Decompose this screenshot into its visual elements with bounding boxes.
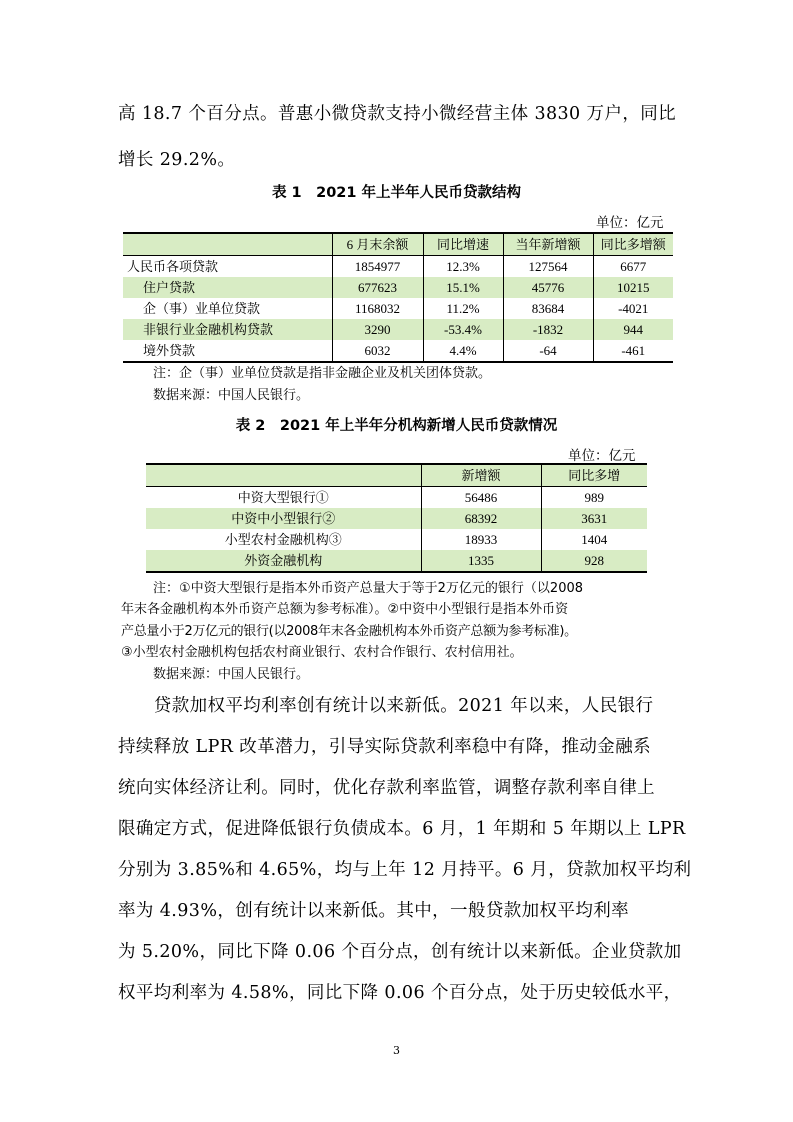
table2-note: 年末各金融机构本外币资产总额为参考标准）。②中资中小型银行是指本外币资 [121, 602, 569, 617]
table-cell: 68392 [421, 508, 541, 529]
table-cell: 944 [593, 319, 673, 340]
table-cell: 127564 [503, 256, 593, 278]
table2 [146, 463, 647, 573]
text-line: 贷款加权平均利率创有统计以来新低。2021 年以来，人民银行 [118, 696, 654, 716]
table-cell: 1335 [421, 550, 541, 572]
text-line: 统向实体经济让利。同时，优化存款利率监管，调整存款利率自律上 [118, 778, 655, 798]
table2-note: 产总量小于2万亿元的银行(以2008年末各金融机构本外币资产总额为参考标准)。 [121, 624, 577, 639]
table2-caption: 表 2 2021 年上半年分机构新增人民币贷款情况 [235, 418, 558, 434]
table-cell: 人民币各项贷款 [127, 259, 219, 274]
table-header-cell: 当年新增额 [503, 233, 593, 256]
table-cell: 4.4% [423, 340, 503, 362]
table1-header-row [123, 233, 673, 256]
table-cell: -1832 [503, 319, 593, 340]
table-cell: 6032 [332, 340, 423, 362]
table-row [146, 508, 647, 529]
table1-caption: 表 1 2021 年上半年人民币贷款结构 [271, 185, 522, 201]
table-header-cell [123, 233, 332, 256]
table-header-cell: 6 月末余额 [332, 233, 423, 256]
table-cell: 12.3% [423, 256, 503, 278]
table1-unit: 单位：亿元 [596, 215, 664, 231]
table1-source: 数据来源：中国人民银行。 [153, 388, 310, 403]
table-cell: 住户贷款 [123, 277, 332, 298]
table1 [123, 232, 673, 363]
table-row [123, 256, 673, 278]
table2-unit: 单位：亿元 [568, 448, 636, 464]
table1-note: 注：企（事）业单位贷款是指非金融企业及机关团体贷款。 [153, 366, 492, 381]
table-cell: 18933 [421, 529, 541, 550]
table-cell: -53.4% [423, 319, 503, 340]
table-cell: 677623 [332, 277, 423, 298]
page-number: 3 [393, 1044, 400, 1057]
table2-note: ③小型农村金融机构包括农村商业银行、农村合作银行、农村信用社。 [121, 645, 523, 660]
table-cell: 11.2% [423, 298, 503, 319]
text-line: 限确定方式，促进降低银行负债成本。6 月，1 年期和 5 年期以上 LPR [118, 819, 686, 839]
table2-note: 注：①中资大型银行是指本外币资产总量大于等于2万亿元的银行（以2008 [153, 581, 584, 596]
table-cell: 3290 [332, 319, 423, 340]
table-cell: 境外贷款 [123, 340, 332, 362]
table-cell: 1168032 [332, 298, 423, 319]
table-cell: 45776 [503, 277, 593, 298]
table-row [146, 550, 647, 572]
table-cell: 56486 [421, 487, 541, 509]
text-line: 率为 4.93%，创有统计以来新低。其中，一般贷款加权平均利率 [118, 901, 630, 921]
table-cell: -4021 [593, 298, 673, 319]
table-header-cell: 同比多增额 [593, 233, 673, 256]
table-cell: -64 [503, 340, 593, 362]
table-row [146, 529, 647, 550]
table-row [146, 487, 647, 509]
text-line: 权平均利率为 4.58%，同比下降 0.06 个百分点，处于历史较低水平， [118, 983, 682, 1003]
table-cell: 83684 [503, 298, 593, 319]
table-cell: 外资金融机构 [146, 550, 421, 572]
table-cell: 928 [541, 550, 647, 572]
table-cell: 6677 [593, 256, 673, 278]
text-line: 增长 29.2%。 [118, 150, 236, 170]
table-header-cell: 同比增速 [423, 233, 503, 256]
table-cell: 非银行业金融机构贷款 [123, 319, 332, 340]
text-line: 持续释放 LPR 改革潜力，引导实际贷款利率稳中有降，推动金融系 [118, 737, 651, 757]
table-row [123, 340, 673, 362]
table-row [123, 277, 673, 298]
table-cell: 989 [541, 487, 647, 509]
table-cell: 小型农村金融机构③ [224, 532, 342, 547]
text-line: 分别为 3.85%和 4.65%，均与上年 12 月持平。6 月，贷款加权平均利 [118, 860, 692, 880]
table-row [123, 319, 673, 340]
table-cell: -461 [593, 340, 673, 362]
text-line: 高 18.7 个百分点。普惠小微贷款支持小微经营主体 3830 万户，同比 [118, 104, 677, 124]
table2-header-row [146, 464, 647, 487]
text-line: 为 5.20%，同比下降 0.06 个百分点，创有统计以来新低。企业贷款加 [118, 942, 682, 962]
table-cell: 企（事）业单位贷款 [143, 301, 261, 316]
table-cell: 中资大型银行① [237, 490, 329, 505]
table-header-cell: 新增额 [421, 464, 541, 487]
table-cell: 3631 [541, 508, 647, 529]
table-cell: 1404 [541, 529, 647, 550]
table-cell: 中资中小型银行② [146, 508, 421, 529]
table-row [123, 298, 673, 319]
table-cell: 15.1% [423, 277, 503, 298]
table-cell: 10215 [593, 277, 673, 298]
table2-source: 数据来源：中国人民银行。 [153, 667, 310, 682]
table-header-cell: 同比多增 [541, 464, 647, 487]
table-cell: 1854977 [332, 256, 423, 278]
table-header-cell [146, 464, 421, 487]
